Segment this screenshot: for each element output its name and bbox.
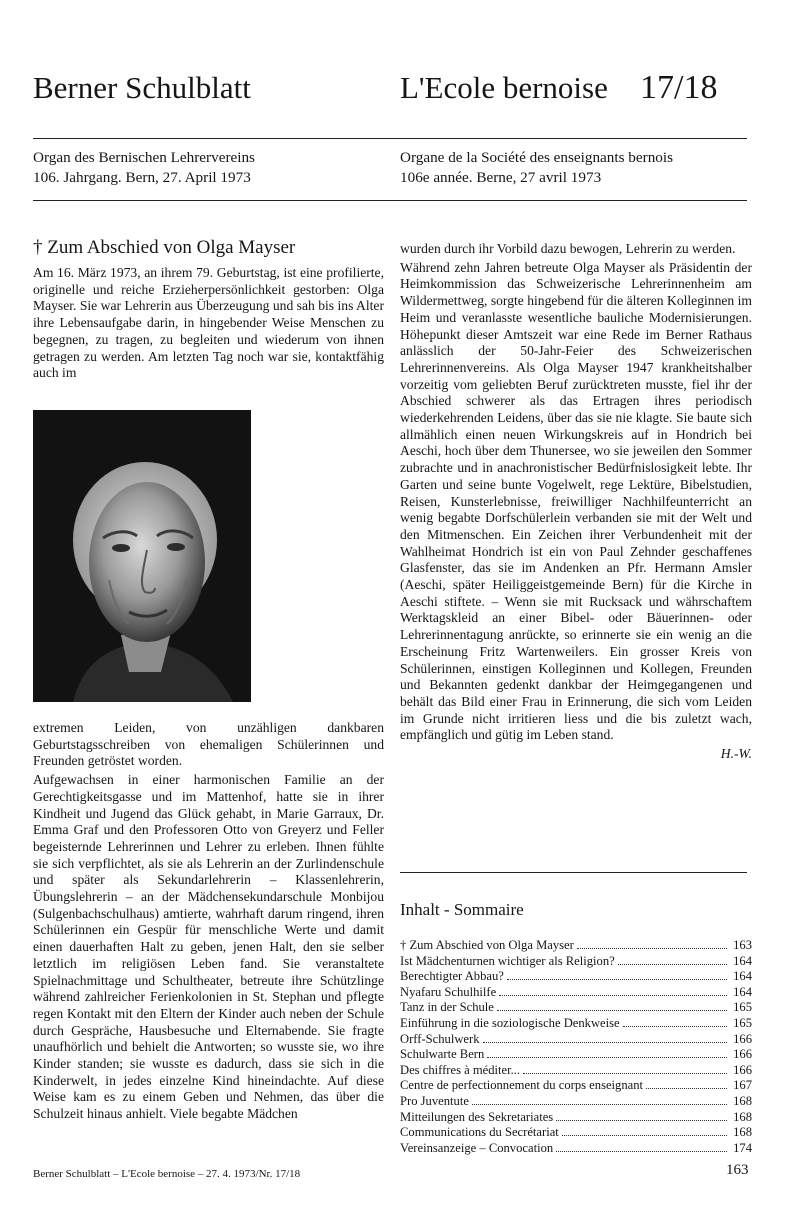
toc-entry-page: 174 — [733, 1140, 752, 1155]
toc-entry-page: 167 — [733, 1078, 752, 1093]
toc-entry — [400, 1078, 752, 1094]
toc-entry-page: 168 — [733, 1093, 752, 1108]
toc-entry-title: Des chiffres à méditer... — [400, 1062, 521, 1077]
toc-leader-dots — [507, 979, 727, 980]
portrait-illustration — [33, 410, 251, 702]
article-paragraph: extremen Leiden, von unzähligen dankbaren Geburtstagsschreiben von ehemaligen Schülerinnen und Freunden getröstet worden. — [33, 720, 384, 769]
article-column-left-top — [33, 265, 384, 384]
toc-entry-title: Nyafaru Schulhilfe — [400, 984, 497, 999]
header-rule-bottom — [33, 200, 747, 201]
toc-leader-dots — [472, 1104, 727, 1105]
portrait-photo — [33, 410, 251, 702]
toc-entry-title: Einführung in die soziologische Denkweise — [400, 1015, 620, 1030]
subheader-left — [33, 148, 255, 188]
footer-citation: Berner Schulblatt – L'Ecole bernoise – 27. 4. 1973/Nr. 17/18 — [33, 1168, 301, 1180]
toc-entry-title: † Zum Abschied von Olga Mayser — [400, 938, 574, 952]
toc-leader-dots — [556, 1151, 727, 1152]
toc-entry — [400, 1110, 752, 1126]
toc-leader-dots — [646, 1088, 727, 1089]
toc-entry-page: 163 — [733, 938, 752, 952]
article-column-right — [400, 241, 752, 763]
toc-entry-title: Berechtigter Abbau? — [400, 969, 504, 984]
toc-entry-title: Mitteilungen des Sekretariates — [400, 1109, 554, 1124]
toc-entry-page: 164 — [733, 969, 752, 984]
toc-entry-title: Tanz in der Schule — [400, 1000, 494, 1015]
toc-rule — [400, 872, 747, 873]
toc-leader-dots — [523, 1073, 727, 1074]
toc-entry — [400, 1141, 752, 1157]
article-signature: H.-W. — [720, 746, 752, 762]
toc-leader-dots — [618, 964, 727, 965]
subheader-left-line2: 106. Jahrgang. Bern, 27. April 1973 — [33, 169, 251, 186]
toc-entry — [400, 969, 752, 985]
toc-leader-dots — [497, 1010, 727, 1011]
subheader-right — [400, 148, 673, 188]
header-rule-top — [33, 138, 747, 139]
toc-entry-page: 166 — [733, 1047, 752, 1062]
toc-leader-dots — [499, 995, 727, 996]
article-paragraph: Am 16. März 1973, an ihrem 79. Geburtstag, ist eine profilierte, originelle und reiche Erzieherpersönlichkeit gestorben: Olga Mayser. Sie war Lehrerin aus Überzeugung und sah bis ins Alter ihre Lebensaufgabe darin, in hingebender Weise Menschen zu begegnen, zu tragen, zu begleiten und wiederum von ihnen getragen zu werden. Am letzten Tag noch war sie, kontaktfähig auch im — [33, 265, 384, 381]
toc-entry-page: 164 — [733, 984, 752, 999]
subheader-right-line1: Organe de la Société des enseignants bernois — [400, 149, 674, 166]
toc-entry — [400, 938, 752, 954]
toc-entry-title: Centre de perfectionnement du corps enseignant — [400, 1078, 644, 1093]
masthead-left-title: Berner Schulblatt — [33, 70, 251, 105]
toc-entry-page: 166 — [733, 1031, 752, 1046]
toc-entry — [400, 1000, 752, 1016]
toc-entry-title: Schulwarte Bern — [400, 1047, 485, 1062]
toc-entry-title: Pro Juventute — [400, 1093, 469, 1108]
toc-leader-dots — [562, 1135, 727, 1136]
toc-leader-dots — [483, 1042, 727, 1043]
toc-entry — [400, 1016, 752, 1032]
toc-entry-title: Communications du Secrétariat — [400, 1125, 559, 1140]
subheader-right-line2: 106e année. Berne, 27 avril 1973 — [400, 169, 602, 186]
toc-entry-page: 164 — [733, 953, 752, 968]
issue-number: 17/18 — [640, 69, 718, 106]
toc-entry-page: 165 — [733, 1000, 752, 1015]
article-paragraph: Aufgewachsen in einer harmonischen Familie an der Gerechtigkeitsgasse und im Mattenhof, hatte sie in ihrer Kindheit und Jugend das Glück gehabt, in Marie Garraux, Dr. Emma Graf und den Professoren Otto von Greyerz und Feller begeisternde Lehrerinnen und Lehrer zu erleben. Ihnen fühlte sie sich verpflichtet, als sie als Lehrerin an der Zurlindenschule und später als Sekundarlehrerin – Klassenlehrerin, Übungslehrerin – an der Mädchensekundarschule Monbijou (Sulgenbachschulhaus) amtierte, wahrhaft darum ringend, ihren Schülerinnen ein Gespür für menschliche Werte und damit einen dauerhaften Halt zu geben, jenen Halt, den sie selber letztlich im religiösen Leben fand. Sie veranstaltete Spielnachmittage und Schultheater, betreute ihre Schützlinge während zahlreicher Ferienkolonien in St. Stephan und pflegte regen Kontakt mit den Eltern der Kinder auch neben der Schule durch Gespräche, Hausbesuche und Elternabende. Sie fragte unaufhörlich und behielt die Antworten; so wusste sie, wo ihre Kinder standen; sie wusste es dadurch, dass sie sich in die Kinderwelt, in jedes einzelne Kind hineindachte. Auf diese Weise kam es zu einem Geben und Nehmen, das über die Schulzeit hinaus anhielt. Viele begabte Mädchen — [33, 772, 384, 1122]
subheader-left-line1: Organ des Bernischen Lehrervereins — [33, 149, 255, 166]
toc-entry — [400, 954, 752, 970]
toc-entry — [400, 1063, 752, 1079]
toc-entry-title: Ist Mädchenturnen wichtiger als Religion? — [400, 953, 615, 968]
toc-entry-page: 168 — [733, 1109, 752, 1124]
toc-leader-dots — [487, 1057, 727, 1058]
toc-entry-title: Vereinsanzeige – Convocation — [400, 1140, 554, 1155]
article-column-left-bottom — [33, 720, 384, 1125]
toc-entry-title: Orff-Schulwerk — [400, 1031, 480, 1046]
toc-entry-page: 165 — [733, 1015, 752, 1030]
toc-entry — [400, 1094, 752, 1110]
toc-entry-page: 168 — [733, 1125, 752, 1140]
toc-heading: Inhalt - Sommaire — [400, 900, 524, 919]
toc-entry — [400, 985, 752, 1001]
toc-entry — [400, 1047, 752, 1063]
masthead-right-title: L'Ecole bernoise — [400, 70, 608, 105]
toc-leader-dots — [577, 948, 727, 949]
toc-entry-page: 166 — [733, 1062, 752, 1077]
article-title: † Zum Abschied von Olga Mayser — [33, 237, 296, 258]
article-paragraph: Während zehn Jahren betreute Olga Mayser als Präsidentin der Heimkommission das Schweizerische Lehrerinnenheim am Wildermettweg, sorgte hingebend für die älteren Kolleginnen im Heim und veranlasste wesentliche bauliche Modernisierungen. Höhepunkt dieser Amtszeit war eine Rede im Berner Rathaus anlässlich der 50-Jahr-Feier des Schweizerischen Lehrerinnenvereins. Als Olga Mayser 1947 krankheitshalber vorzeitig vom geliebten Beruf zurücktreten musste, fiel ihr der Abschied schwerer als das Ertragen ihres periodisch wiederkehrenden Leidens, über das sie nie klagte. Sie baute sich allmählich einen neuen Wirkungskreis auf in Hondrich bei Aeschi, hoch über dem Thunersee, wo sie jeweilen den Sommer zubrachte und in anachronistischer Bedürfnislosigkeit lebte. Ihr Garten und seine bunte Vogelwelt, rege Lektüre, Bibelstudien, Reisen, Kunsterlebnisse, freiwilliger Nachhilfeunterricht an wenig begabte Dorfschülerlein verbanden sie mit der Welt und den Mitmenschen. Ein Zeichen ihrer Verbundenheit mit der Wahlheimat Hondrich ist ein von Paul Zehnder geschaffenes Glasfenster, das sie im Andenken an Pfr. Hermann Amsler (Aeschi, später Heiliggeistgemeinde Bern) für die Kirche in Aeschi stiftete. – Wenn sie mit Rucksack und währschaftem Werktagskleid an einer Bibel- oder Bäuerinnen- oder Lehrerinnentagung anrückte, so erinnerte sie ein wenig an die Erscheinung Fritz Wartenweilers. Ein grosser Kreis von Schülerinnen, einstigen Kolleginnen und Kollegen, Freunden und Bekannten gedenkt dankbar der Heimgegangenen und behält das Bild einer Frau in Erinnerung, die sich vom Leiden im Grunde nicht irritieren liess und die bis zuletzt wach, empfänglich und gütig im Leben stand. — [400, 259, 752, 743]
toc-leader-dots — [623, 1026, 727, 1027]
page-number: 163 — [726, 1162, 749, 1178]
article-paragraph: wurden durch ihr Vorbild dazu bewogen, Lehrerin zu werden. — [400, 241, 736, 256]
toc-entry — [400, 1125, 752, 1141]
toc-leader-dots — [556, 1120, 727, 1121]
toc-entry — [400, 1032, 752, 1048]
table-of-contents — [400, 938, 752, 1156]
